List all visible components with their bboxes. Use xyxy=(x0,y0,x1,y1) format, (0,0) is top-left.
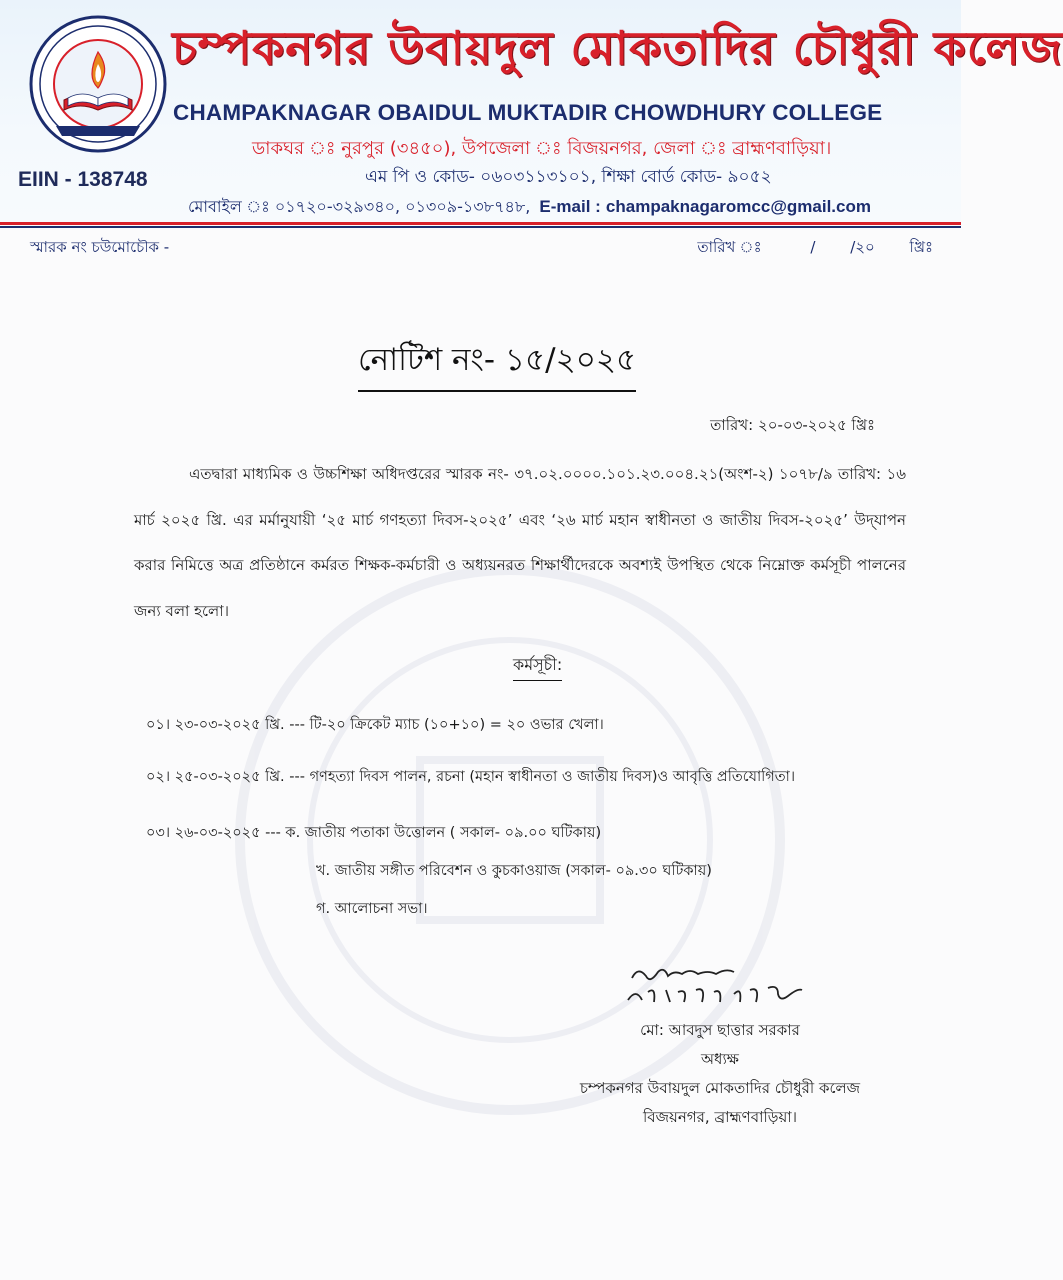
header-divider-red xyxy=(0,222,961,225)
program-heading: কর্মসূচী: xyxy=(513,652,562,681)
college-logo xyxy=(28,14,168,154)
eiin-number: EIIN - 138748 xyxy=(18,168,148,191)
notice-title: নোটিশ নং- ১৫/২০২৫ xyxy=(358,336,636,392)
signatory-name: মো: আবদুস ছাত্তার সরকার xyxy=(640,1021,800,1039)
signatory-block xyxy=(540,1016,900,1132)
mobile-numbers: মোবাইল ঃ ০১৭২০-৩২৯৩৪০, ০১৩০৯-১৩৮৭৪৮, xyxy=(188,197,531,216)
program-item: ০১। ২৩-০৩-২০২৫ খ্রি. --- টি-২০ ক্রিকেট ম্যাচ (১০+১০) = ২০ ওভার খেলা। xyxy=(146,717,604,733)
email-address[interactable]: champaknagaromcc@gmail.com xyxy=(605,197,871,216)
date-slash: / xyxy=(810,238,816,256)
date-label: তারিখ ঃ xyxy=(697,238,762,256)
letterhead xyxy=(0,0,1063,222)
signatory-designation: অধ্যক্ষ xyxy=(701,1050,739,1068)
signatory-location: বিজয়নগর, ব্রাহ্মণবাড়িয়া। xyxy=(643,1108,797,1126)
notice-body: এতদ্বারা মাধ্যমিক ও উচ্চশিক্ষা অধিদপ্তরের স্মারক নং- ৩৭.০২.০০০০.১০১.২৩.০০৪.২১(অংশ-২) ১০৭৮/৯ তারিখ: ১৬ মার্চ ২০২৫ খ্রি. এর মর্মানুযায়ী ‘২৫ মার্চ গণহত্যা দিবস-২০২৫’ এবং ‘২৬ মার্চ মহান স্বাধীনতা ও জাতীয় দিবস-২০২৫’ উদ্‌যাপন করার নিমিত্তে অত্র প্রতিষ্ঠানে কর্মরত শিক্ষক-কর্মচারী ও অধ্যয়নরত শিক্ষার্থীদেরকে অবশ্যই উপস্থিত থেকে নিম্নোক্ত কর্মসূচী পালনের জন্য বলা হলো। xyxy=(134,465,906,620)
program-sub-item: খ. জাতীয় সঙ্গীত পরিবেশন ও কুচকাওয়াজ (সকাল- ০৯.৩০ ঘটিকায়) xyxy=(316,863,712,879)
mpo-board-codes: এম পি ও কোড- ০৬০৩১১৩১০১, শিক্ষা বোর্ড কোড- ৯০৫২ xyxy=(365,167,772,187)
program-item: ০২। ২৫-০৩-২০২৫ খ্রি. --- গণহত্যা দিবস পালন, রচনা (মহান স্বাধীনতা ও জাতীয় দিবস)ও আবৃত্তি প্রতিযোগিতা। xyxy=(146,769,796,785)
program-item: ০৩। ২৬-০৩-২০২৫ --- ক. জাতীয় পতাকা উত্তোলন ( সকাল- ০৯.০০ ঘটিকায়) xyxy=(146,825,602,841)
signatory-institution: চম্পকনগর উবায়দুল মোকতাদির চৌধুরী কলেজ xyxy=(579,1079,861,1097)
date-line xyxy=(697,236,933,261)
email-label: E-mail : xyxy=(539,197,601,216)
notice-date: তারিখ: ২০-০৩-২০২৫ খ্রিঃ xyxy=(710,416,875,434)
program-sub-item: গ. আলোচনা সভা। xyxy=(316,901,428,917)
header-divider-blue xyxy=(0,226,961,228)
college-name-english: CHAMPAKNAGAR OBAIDUL MUKTADIR CHOWDHURY COLLEGE xyxy=(173,100,883,125)
memo-number-label: স্মারক নং চউমোচৌক - xyxy=(30,238,170,256)
date-suffix: খ্রিঃ xyxy=(909,238,933,256)
college-name-bangla: চম্পকনগর উবায়দুল মোকতাদির চৌধুরী কলেজ xyxy=(172,21,1063,75)
contact-line xyxy=(188,194,871,221)
date-year-prefix: /২০ xyxy=(850,238,875,256)
handwritten-signature xyxy=(618,960,828,1012)
postal-address: ডাকঘর ঃ নুরপুর (৩৪৫০), উপজেলা ঃ বিজয়নগর, জেলা ঃ ব্রাহ্মণবাড়িয়া। xyxy=(252,138,832,159)
